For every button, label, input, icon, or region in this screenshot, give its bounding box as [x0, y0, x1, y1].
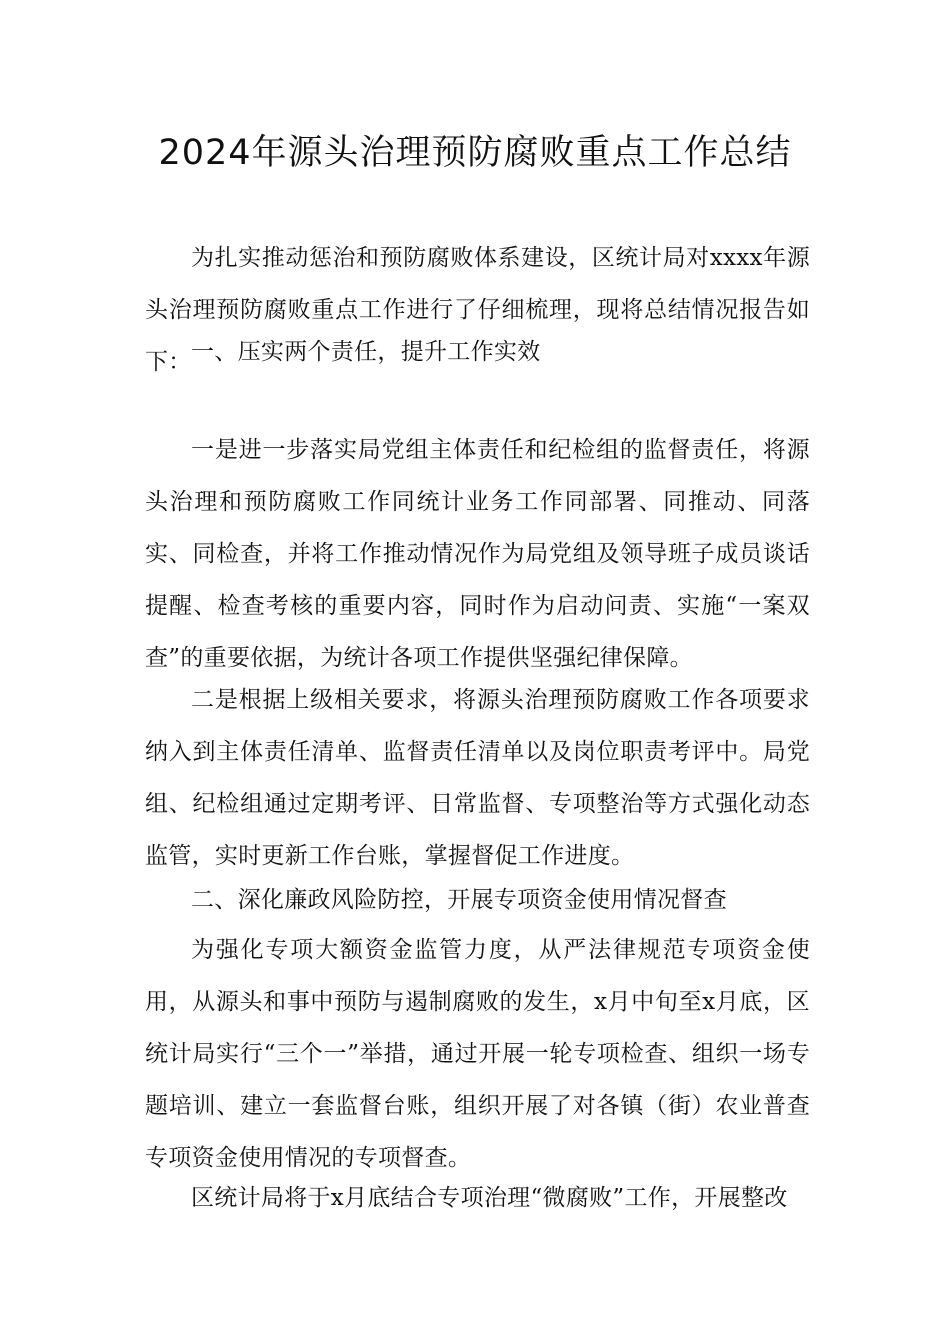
intro-paragraph: 为扎实推动惩治和预防腐败体系建设，区统计局对xxxx年源头治理预防腐败重点工作进行了仔细梳理，现将总结情况报告如下：	[145, 245, 810, 375]
paragraph-responsibility-2: 二是根据上级相关要求，将源头治理预防腐败工作各项要求纳入到主体责任清单、监督责任清单以及岗位职责考评中。局党组、纪检组通过定期考评、日常监督、专项整治等方式强化动态监管，实时更新工作台账，掌握督促工作进度。	[145, 687, 810, 869]
section-heading-1: 一、压实两个责任，提升工作实效	[191, 339, 541, 365]
paragraph-responsibility-1: 一是进一步落实局党组主体责任和纪检组的监督责任，将源头治理和预防腐败工作同统计业务工作同部署、同推动、同落实、同检查，并将工作推动情况作为局党组及领导班子成员谈话提醒、检查考核的重要内容，同时作为启动问责、实施“一案双查”的重要依据，为统计各项工作提供坚强纪律保障。	[145, 437, 810, 671]
document-title: 2024年源头治理预防腐败重点工作总结	[158, 133, 792, 173]
section-heading-2: 二、深化廉政风险防控，开展专项资金使用情况督查	[191, 887, 727, 913]
paragraph-rectification: 区统计局将于x月底结合专项治理“微腐败”工作，开展整改	[191, 1185, 788, 1211]
paragraph-fund-supervision: 为强化专项大额资金监管力度，从严法律规范专项资金使用，从源头和事中预防与遏制腐败的发生，x月中旬至x月底，区统计局实行“三个一”举措，通过开展一轮专项检查、组织一场专题培训、建立一套监督台账，组织开展了对各镇（街）农业普查专项资金使用情况的专项督查。	[145, 937, 810, 1171]
